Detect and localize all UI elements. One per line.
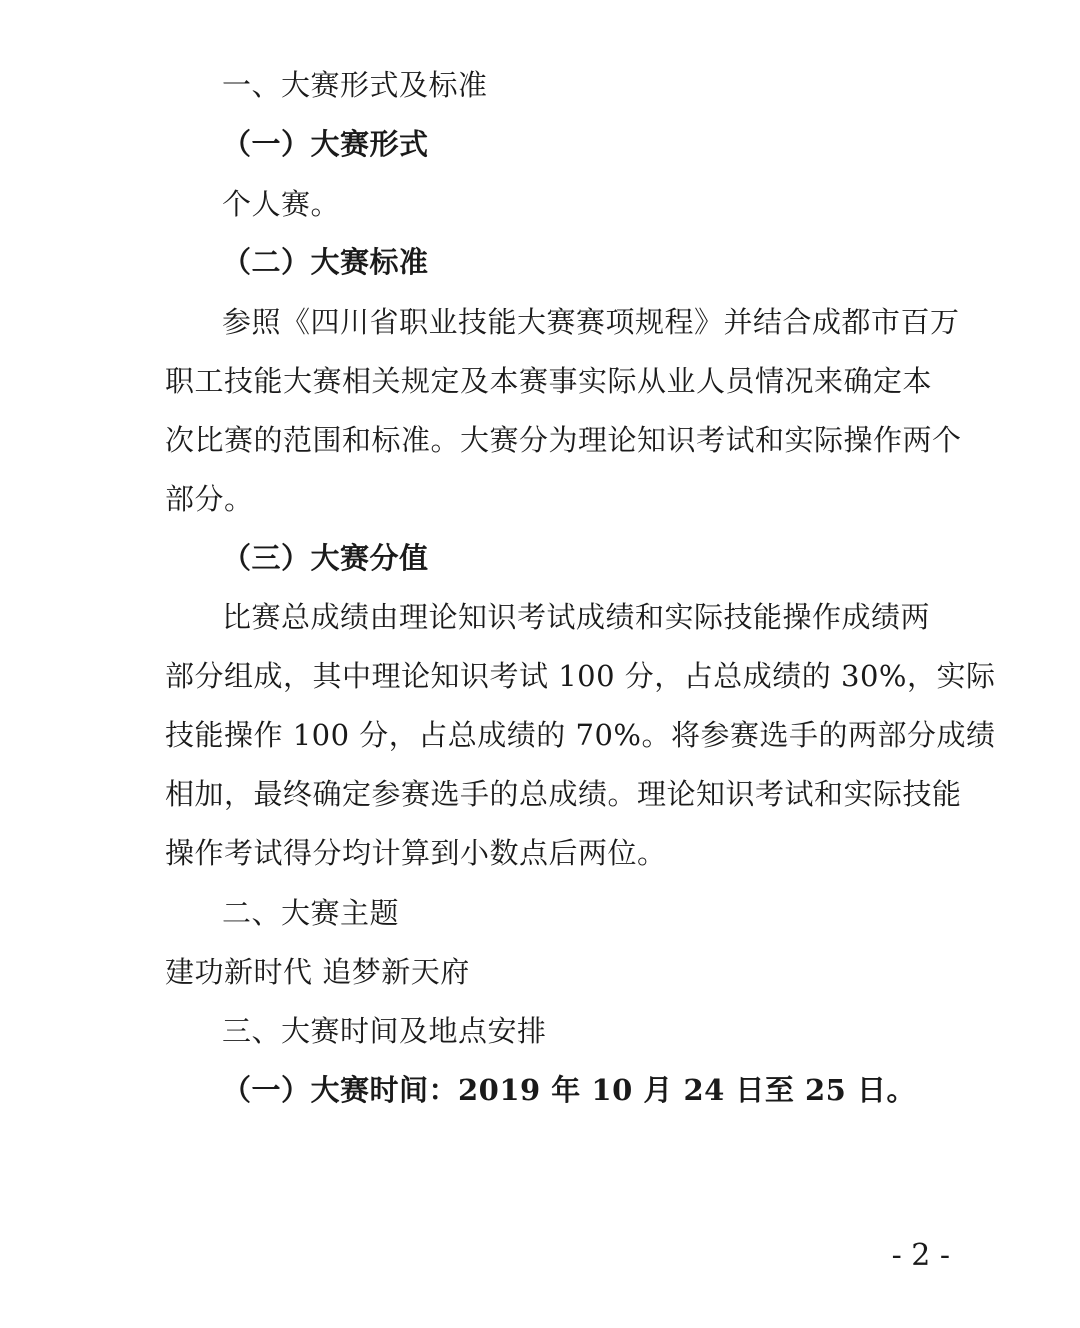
section-heading-3: 三、大赛时间及地点安排 <box>222 1014 547 1048</box>
theme-text: 建功新时代 追梦新天府 <box>165 955 470 989</box>
score-paragraph-line-2: 部分组成，其中理论知识考试 100 分，占总成绩的 30%，实际 <box>165 659 996 693</box>
standard-paragraph-line-4: 部分。 <box>165 482 254 516</box>
score-paragraph-line-1: 比赛总成绩由理论知识考试成绩和实际技能操作成绩两 <box>222 600 931 634</box>
score-paragraph-line-3: 技能操作 100 分，占总成绩的 70%。将参赛选手的两部分成绩 <box>165 718 996 752</box>
standard-paragraph-line-2: 职工技能大赛相关规定及本赛事实际从业人员情况来确定本 <box>165 364 933 398</box>
subsection-heading-score: （三）大赛分值 <box>222 541 429 575</box>
score-paragraph-line-4: 相加，最终确定参赛选手的总成绩。理论知识考试和实际技能 <box>165 777 962 811</box>
competition-time: （一）大赛时间：2019 年 10 月 24 日至 25 日。 <box>222 1073 916 1107</box>
format-text: 个人赛。 <box>222 187 341 221</box>
subsection-heading-format: （一）大赛形式 <box>222 127 429 161</box>
section-heading-2: 二、大赛主题 <box>222 896 400 930</box>
section-heading-1: 一、大赛形式及标准 <box>222 68 488 102</box>
score-paragraph-line-5: 操作考试得分均计算到小数点后两位。 <box>165 836 667 870</box>
standard-paragraph-line-3: 次比赛的范围和标准。大赛分为理论知识考试和实际操作两个 <box>165 423 962 457</box>
standard-paragraph-line-1: 参照《四川省职业技能大赛赛项规程》并结合成都市百万 <box>222 305 960 339</box>
subsection-heading-standard: （二）大赛标准 <box>222 245 429 279</box>
page-number: - 2 - <box>891 1238 950 1273</box>
